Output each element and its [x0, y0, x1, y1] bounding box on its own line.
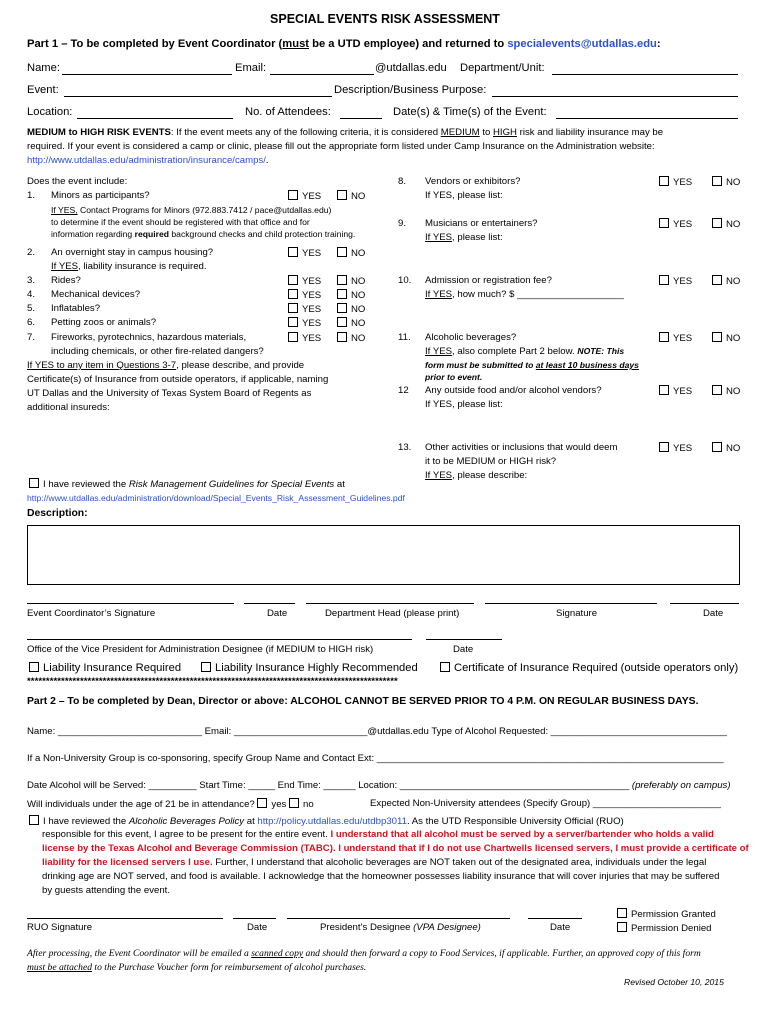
q10-text: Admission or registration fee? — [425, 275, 552, 286]
q1-sub1-text: Contact Programs for Minors (972.883.7412 / pace@utdallas.edu) — [77, 205, 332, 215]
q1-sub3a: information regarding — [51, 229, 135, 239]
dept-head-label: Department Head (please print) — [325, 608, 460, 619]
description-box[interactable] — [27, 525, 740, 585]
q1-num: 1. — [27, 190, 36, 201]
pref-campus: (preferably on campus) — [631, 780, 731, 791]
q5-yes-label: YES — [302, 304, 322, 315]
name-label: Name: — [27, 62, 60, 74]
q8-no-checkbox[interactable] — [712, 176, 722, 186]
q3-yes-checkbox[interactable] — [288, 275, 298, 285]
q12-num: 12 — [398, 385, 409, 396]
reviewed-c: at — [334, 479, 345, 490]
dept-signature-line[interactable] — [485, 603, 657, 604]
policy-d: . As the UTD Responsible University Official (RUO) — [406, 816, 624, 827]
event-label: Event: — [27, 84, 59, 96]
risk-medium: MEDIUM — [440, 127, 480, 138]
q3-no[interactable] — [337, 275, 365, 287]
q2-no[interactable] — [337, 247, 365, 259]
q9-yes-checkbox[interactable] — [659, 218, 669, 228]
q11-yes-checkbox[interactable] — [659, 332, 669, 342]
attendees-field[interactable] — [340, 118, 382, 119]
q37-line2: Certificate(s) of Insurance from outside operators, if applicable, naming — [27, 374, 329, 385]
q9-num: 9. — [398, 218, 407, 229]
q10-yes[interactable] — [659, 275, 692, 287]
policy-a: I have reviewed the — [43, 816, 129, 827]
risk-text2: risk and liability insurance may be — [516, 127, 664, 138]
part2-date-line[interactable] — [27, 780, 731, 791]
q7-no-checkbox[interactable] — [337, 332, 347, 342]
option-liability-required[interactable] — [29, 662, 181, 674]
q7-yes-checkbox[interactable] — [288, 332, 298, 342]
q11-sub — [425, 346, 624, 357]
q10-yes-label: YES — [673, 276, 693, 287]
q7-yes-label: YES — [302, 333, 322, 344]
q11-note2a: form must be submitted to — [425, 360, 536, 370]
resp-red1: I understand that all alcohol must be served by a server/bartender who holds a valid — [330, 829, 714, 840]
dept-head-line[interactable] — [306, 603, 474, 604]
q10-no-label: NO — [726, 276, 741, 287]
date-line-text: Date Alcohol will be Served: _________ Start Time: _____ End Time: ______ Location: ___________________________________________ — [27, 780, 630, 791]
q1-sub3c: background checks and child protection training. — [169, 229, 356, 239]
q2-yes[interactable] — [288, 247, 321, 259]
q9-no-label: NO — [726, 219, 741, 230]
q6-yes[interactable] — [288, 317, 321, 329]
q11-num: 11. — [398, 332, 411, 343]
q9-text: Musicians or entertainers? — [425, 218, 538, 229]
q1-no-checkbox[interactable] — [337, 190, 347, 200]
option-certificate-required[interactable] — [440, 662, 738, 674]
risk-text1: : If the event meets any of the following criteria, it is considered — [170, 127, 441, 138]
president-date-line[interactable] — [528, 918, 582, 919]
part1-heading-must: must — [282, 38, 310, 50]
q12-sub: If YES, please list: — [425, 399, 503, 410]
liability-required-checkbox[interactable] — [29, 662, 39, 672]
q3-no-label: NO — [351, 276, 366, 287]
permission-granted-label: Permission Granted — [631, 909, 716, 920]
name-field[interactable] — [62, 74, 232, 75]
resp-b: Further, I understand that alcoholic beverages are NOT taken out of the designated area, individuals under the legal — [212, 857, 707, 868]
permission-denied-label: Permission Denied — [631, 923, 712, 934]
q2-no-label: NO — [351, 248, 366, 259]
q1-no-label: NO — [351, 191, 366, 202]
q12-yes-label: YES — [673, 386, 693, 397]
q37-line3: UT Dallas and the University of Texas System Board of Regents as — [27, 388, 312, 399]
q13-no-label: NO — [726, 443, 741, 454]
purpose-field[interactable] — [492, 96, 738, 97]
certificate-required-checkbox[interactable] — [440, 662, 450, 672]
q12-text: Any outside food and/or alcohol vendors? — [425, 385, 602, 396]
q2-num: 2. — [27, 247, 36, 258]
q3-num: 3. — [27, 275, 36, 286]
footer-attach: must be attached — [27, 962, 93, 973]
q8-num: 8. — [398, 176, 407, 187]
q9-yes-label: YES — [673, 219, 693, 230]
q3-text: Rides? — [51, 275, 81, 286]
location-label: Location: — [27, 106, 73, 118]
email-field[interactable] — [270, 74, 374, 75]
page-title: SPECIAL EVENTS RISK ASSESSMENT — [270, 12, 500, 26]
risk-intro-line3 — [27, 155, 269, 166]
email-domain: @utdallas.edu — [375, 62, 447, 74]
q7-text: Fireworks, pyrotechnics, hazardous materials, — [51, 332, 247, 343]
q9-no[interactable] — [712, 218, 740, 230]
q8-yes[interactable] — [659, 176, 692, 188]
q11-note3: prior to event. — [425, 372, 483, 382]
department-label: Department/Unit: — [460, 62, 545, 74]
part1-heading-suffix: : — [656, 38, 661, 50]
part2-name-line[interactable]: Name: ___________________________ Email: _________________________@utdallas.edu Type of Alcohol Requested: _________________________________ — [27, 726, 727, 737]
q5-no-checkbox[interactable] — [337, 303, 347, 313]
attendees-label: No. of Attendees: — [245, 106, 331, 118]
under21-yes-checkbox[interactable] — [257, 798, 267, 808]
coordinator-signature-line[interactable] — [27, 603, 234, 604]
permission-granted-checkbox[interactable] — [617, 908, 627, 918]
under21-no-checkbox[interactable] — [289, 798, 299, 808]
risk-intro-line1 — [27, 127, 663, 138]
q7-num: 7. — [27, 332, 36, 343]
q12-no-checkbox[interactable] — [712, 385, 722, 395]
part1-heading-mid: be a UTD employee) and returned to — [309, 38, 508, 50]
ruo-date-label: Date — [247, 922, 268, 933]
q1-text: Minors as participants? — [51, 190, 150, 201]
q6-yes-label: YES — [302, 318, 322, 329]
permission-denied-checkbox[interactable] — [617, 922, 627, 932]
under21-no-label: no — [303, 799, 314, 810]
q7-line2: including chemicals, or other fire-related dangers? — [51, 346, 264, 357]
president-text: President’s Designee — [320, 922, 414, 933]
q9-sub-text: , please list: — [452, 232, 503, 243]
q9-yes[interactable] — [659, 218, 692, 230]
q1-sub2: to determine if the event should be registered with that office and for — [51, 217, 310, 227]
q9-sub — [425, 232, 503, 243]
q13-line2: it to be MEDIUM or HIGH risk? — [425, 456, 557, 467]
resp-a: responsible for this event, I agree to be present for the entire event. — [42, 829, 331, 840]
revision-date: Revised October 10, 2015 — [624, 977, 724, 987]
q11-no[interactable] — [712, 332, 740, 344]
president-signature-line[interactable] — [287, 918, 510, 919]
liability-recommended-label: Liability Insurance Highly Recommended — [215, 662, 418, 674]
resp-red3: liability for the licensed servers I use. — [42, 857, 213, 868]
q1-sub3 — [51, 229, 355, 239]
dates-field[interactable] — [556, 118, 738, 119]
q11-note1: NOTE: This — [577, 346, 625, 356]
q7-no-label: NO — [351, 333, 366, 344]
under21-text: Will individuals under the age of 21 be in attendance? — [27, 799, 258, 810]
q10-sub-u: If YES — [425, 289, 453, 300]
q2-sub-text: , liability insurance is required. — [78, 261, 207, 272]
q12-yes[interactable] — [659, 385, 692, 397]
president-label — [320, 922, 481, 933]
q37-line1 — [27, 360, 304, 371]
dates-label: Date(s) & Time(s) of the Event: — [393, 106, 547, 118]
resp-line5: by guests attending the event. — [42, 885, 171, 896]
q11-yes-label: YES — [673, 333, 693, 344]
q11-yes[interactable] — [659, 332, 692, 344]
q11-sub-u: If YES — [425, 346, 453, 357]
location-field[interactable] — [77, 118, 233, 119]
reviewed-a: I have reviewed the — [43, 479, 129, 490]
guidelines-link[interactable]: http://www.utdallas.edu/administration/download/Special_Events_Risk_Assessment_Guidelines.pdf — [27, 493, 405, 503]
ruo-signature-line[interactable] — [27, 918, 223, 919]
q13-sub-text: , please describe: — [452, 470, 528, 481]
q11-sub-text: , also complete Part 2 below. — [452, 346, 578, 357]
q11-note2b: at least 10 business days — [535, 360, 639, 370]
resp-line3 — [42, 857, 706, 868]
part2-heading: Part 2 – To be completed by Dean, Director or above: ALCOHOL CANNOT BE SERVED PRIOR TO 4 P.M. ON REGULAR BUSINESS DAYS. — [27, 696, 699, 707]
q7-yes[interactable] — [288, 332, 321, 344]
q5-no-label: NO — [351, 304, 366, 315]
q8-text: Vendors or exhibitors? — [425, 176, 521, 187]
liability-recommended-checkbox[interactable] — [201, 662, 211, 672]
president-date-label: Date — [550, 922, 571, 933]
q5-num: 5. — [27, 303, 36, 314]
q2-no-checkbox[interactable] — [337, 247, 347, 257]
q3-no-checkbox[interactable] — [337, 275, 347, 285]
part1-heading — [27, 38, 661, 50]
q7-no[interactable] — [337, 332, 365, 344]
q9-no-checkbox[interactable] — [712, 218, 722, 228]
q6-no[interactable] — [337, 317, 365, 329]
q13-no-checkbox[interactable] — [712, 442, 722, 452]
q3-yes-label: YES — [302, 276, 322, 287]
q9-sub-u: If YES — [425, 232, 453, 243]
q1-no[interactable] — [337, 190, 365, 202]
q11-no-checkbox[interactable] — [712, 332, 722, 342]
q5-yes[interactable] — [288, 303, 321, 315]
q6-text: Petting zoos or animals? — [51, 317, 157, 328]
q1-sub1 — [51, 205, 331, 215]
q12-no[interactable] — [712, 385, 740, 397]
q11-no-label: NO — [726, 333, 741, 344]
under21-question — [27, 798, 314, 810]
q1-sub1-u: If YES, — [51, 205, 78, 215]
q3-yes[interactable] — [288, 275, 321, 287]
q8-yes-label: YES — [673, 177, 693, 188]
q8-no-label: NO — [726, 177, 741, 188]
q13-yes[interactable] — [659, 442, 692, 454]
q13-no[interactable] — [712, 442, 740, 454]
q6-yes-checkbox[interactable] — [288, 317, 298, 327]
q13-yes-checkbox[interactable] — [659, 442, 669, 452]
section-divider-stars: ************************************************************************************************** — [27, 676, 398, 687]
q6-num: 6. — [27, 317, 36, 328]
q37-u: If YES to any item in Questions 3-7 — [27, 360, 177, 371]
email-label: Email: — [235, 62, 267, 74]
coordinator-date-line[interactable] — [244, 603, 295, 604]
q13-num: 13. — [398, 442, 412, 453]
resp-line1 — [42, 829, 714, 840]
risk-to: to — [479, 127, 493, 138]
q8-yes-checkbox[interactable] — [659, 176, 669, 186]
risk-high: HIGH — [493, 127, 517, 138]
department-field[interactable] — [552, 74, 738, 75]
under21-yes-label: yes — [271, 799, 287, 810]
policy-reviewed-checkbox[interactable] — [29, 815, 39, 825]
part2-group-line[interactable]: If a Non-University Group is co-sponsoring, specify Group Name and Contact Ext: _________________________________________________________________ — [27, 753, 724, 764]
q4-yes[interactable] — [288, 289, 321, 301]
certificate-required-label: Certificate of Insurance Required (outside operators only) — [454, 662, 739, 674]
q10-no-checkbox[interactable] — [712, 275, 722, 285]
q4-no-checkbox[interactable] — [337, 289, 347, 299]
option-liability-recommended[interactable] — [201, 662, 418, 674]
q6-no-label: NO — [351, 318, 366, 329]
dept-date-label: Date — [703, 608, 724, 619]
vp-signature-line[interactable] — [27, 639, 412, 640]
camps-link[interactable]: http://www.utdallas.edu/administration/insurance/camps/ — [27, 155, 266, 166]
does-include-label: Does the event include: — [27, 176, 128, 187]
vp-signature-label: Office of the Vice President for Administration Designee (if MEDIUM to HIGH risk) — [27, 644, 374, 655]
part1-heading-prefix: Part 1 – To be completed by Event Coordinator ( — [27, 38, 283, 50]
q4-no-label: NO — [351, 290, 366, 301]
risk-url-end: . — [265, 155, 269, 166]
q4-no[interactable] — [337, 289, 365, 301]
q1-sub3b: required — [134, 229, 169, 239]
reviewed-guidelines[interactable] — [29, 478, 345, 490]
q2-sub — [51, 261, 207, 272]
q8-sub: If YES, please list: — [425, 190, 503, 201]
q1-yes[interactable] — [288, 190, 321, 202]
reviewed-b: Risk Management Guidelines for Special Events — [128, 479, 335, 490]
policy-reviewed[interactable] — [29, 815, 624, 827]
ruo-signature-label: RUO Signature — [27, 922, 93, 933]
q4-yes-checkbox[interactable] — [288, 289, 298, 299]
q1-yes-checkbox[interactable] — [288, 190, 298, 200]
q12-yes-checkbox[interactable] — [659, 385, 669, 395]
liability-required-label: Liability Insurance Required — [43, 662, 182, 674]
policy-link[interactable]: http://policy.utdallas.edu/utdbp3011 — [257, 816, 407, 827]
description-label: Description: — [27, 508, 88, 519]
q10-sub-text: , how much? $ ____________________ — [452, 289, 624, 300]
q2-yes-checkbox[interactable] — [288, 247, 298, 257]
event-field[interactable] — [64, 96, 332, 97]
risk-intro-line2: required. If your event is considered a camp or clinic, please fill out the appropriate form listed under Camp Insurance on the Administration website: — [27, 141, 655, 152]
q8-no[interactable] — [712, 176, 740, 188]
dept-date-line[interactable] — [670, 603, 739, 604]
ruo-date-line[interactable] — [233, 918, 276, 919]
q37-a: , please describe, and provide — [176, 360, 305, 371]
q5-text: Inflatables? — [51, 303, 101, 314]
q1-yes-label: YES — [302, 191, 322, 202]
permission-granted[interactable] — [617, 908, 716, 920]
q2-yes-label: YES — [302, 248, 322, 259]
q13-text: Other activities or inclusions that would deem — [425, 442, 618, 453]
purpose-label: Description/Business Purpose: — [334, 84, 487, 96]
q11-note2 — [425, 360, 639, 370]
footer-line2 — [27, 962, 366, 973]
coordinator-signature-label: Event Coordinator’s Signature — [27, 608, 156, 619]
risk-lead: MEDIUM to HIGH RISK EVENTS — [27, 127, 171, 138]
q4-text: Mechanical devices? — [51, 289, 141, 300]
q12-no-label: NO — [726, 386, 741, 397]
q10-no[interactable] — [712, 275, 740, 287]
q5-no[interactable] — [337, 303, 365, 315]
q4-yes-label: YES — [302, 290, 322, 301]
q6-no-checkbox[interactable] — [337, 317, 347, 327]
dept-signature-label: Signature — [556, 608, 598, 619]
q2-text: An overnight stay in campus housing? — [51, 247, 214, 258]
resp-line2: license by the Texas Alcohol and Beverage Commission (TABC). I understand that if I do not use Chartwells licensed servers, I must provide a certificate of — [42, 843, 749, 854]
q13-sub-u: If YES — [425, 470, 453, 481]
q10-num: 10. — [398, 275, 412, 286]
vp-date-label: Date — [453, 644, 474, 655]
permission-denied[interactable] — [617, 922, 712, 934]
return-email-link[interactable]: specialevents@utdallas.edu — [507, 38, 657, 50]
q10-sub — [425, 289, 624, 300]
q11-text: Alcoholic beverages? — [425, 332, 517, 343]
coordinator-date-label: Date — [267, 608, 288, 619]
q4-num: 4. — [27, 289, 36, 300]
footer-a: After processing, the Event Coordinator will be emailed a — [27, 948, 252, 959]
reviewed-guidelines-checkbox[interactable] — [29, 478, 39, 488]
policy-b: Alcoholic Beverages Policy — [128, 816, 245, 827]
resp-line4: drinking age are NOT served, and food is available. I acknowledge that the homeowner possesses liability insurance that will cover injuries that may be suffered — [42, 871, 720, 882]
q13-yes-label: YES — [673, 443, 693, 454]
policy-c: at — [244, 816, 258, 827]
q13-sub — [425, 470, 527, 481]
footer-scan: scanned copy — [251, 948, 304, 959]
expected-attendees[interactable]: Expected Non-University attendees (Specify Group) ________________________ — [370, 798, 721, 809]
q37-line4: additional insureds: — [27, 402, 110, 413]
footer-c: to the Purchase Voucher form for reimbursement of alcohol purchases. — [92, 962, 367, 973]
q10-yes-checkbox[interactable] — [659, 275, 669, 285]
footer-b: and should then forward a copy to Food Services, if applicable. Further, an approved copy of this form — [303, 948, 701, 959]
q5-yes-checkbox[interactable] — [288, 303, 298, 313]
q2-sub-u: If YES — [51, 261, 79, 272]
vp-date-line[interactable] — [426, 639, 502, 640]
footer-line1 — [27, 948, 701, 959]
president-italic: (VPA Designee) — [413, 922, 481, 933]
